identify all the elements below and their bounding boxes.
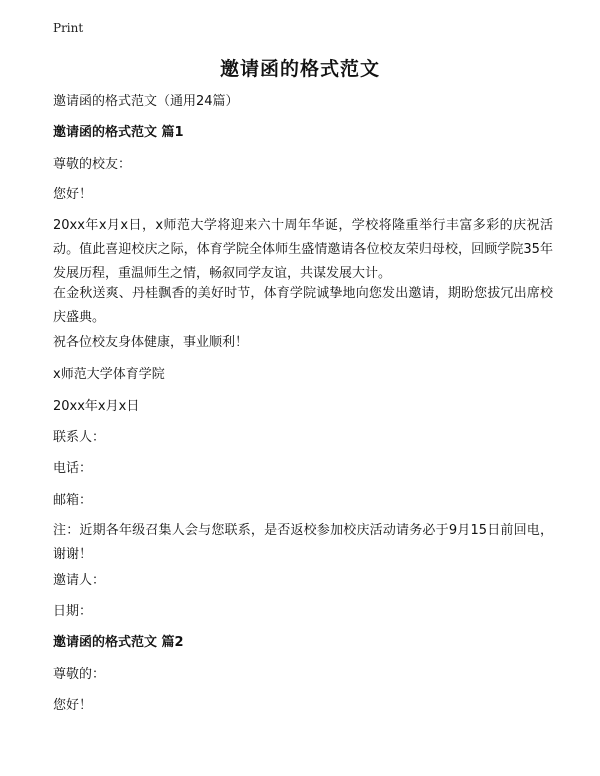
signature: x师范大学体育学院 — [53, 367, 165, 382]
contact-label: 联系人： — [53, 430, 106, 445]
body-paragraph: 20xx年x月x日，x师范大学将迎来六十周年华诞，学校将隆重举行丰富多彩的庆祝活动。值此喜迎校庆之际，体育学院全体师生盛情邀请各位校友荣归母校，回顾学院35年发展历程，重温师生之情，畅叙同学友谊，共谋发展大计。 — [53, 218, 553, 281]
body-paragraph: 在金秋送爽、丹桂飘香的美好时节，体育学院诚挚地向您发出邀请，期盼您拔冗出席校庆盛典。 — [53, 286, 553, 325]
greeting: 您好！ — [53, 187, 93, 202]
section-heading: 邀请函的格式范文 篇2 — [53, 635, 184, 650]
document-title: 邀请函的格式范文 — [219, 58, 380, 80]
closing-wishes: 祝各位校友身体健康，事业顺利！ — [53, 335, 249, 350]
salutation: 尊敬的： — [53, 667, 106, 682]
note-paragraph: 注：近期各年级召集人会与您联系，是否返校参加校庆活动请务必于9月15日前回电，谢谢！ — [53, 523, 553, 562]
letter-date: 20xx年x月x日 — [53, 399, 140, 414]
salutation: 尊敬的校友： — [53, 157, 132, 172]
inviter-label: 邀请人： — [53, 573, 106, 588]
document-subtitle: 邀请函的格式范文（通用24篇） — [53, 94, 239, 109]
date-label: 日期： — [53, 604, 93, 619]
email-label: 邮箱： — [53, 493, 93, 508]
phone-label: 电话： — [53, 461, 93, 476]
print-link[interactable]: Print — [53, 21, 84, 35]
section-heading: 邀请函的格式范文 篇1 — [53, 125, 184, 140]
greeting: 您好！ — [53, 698, 93, 713]
